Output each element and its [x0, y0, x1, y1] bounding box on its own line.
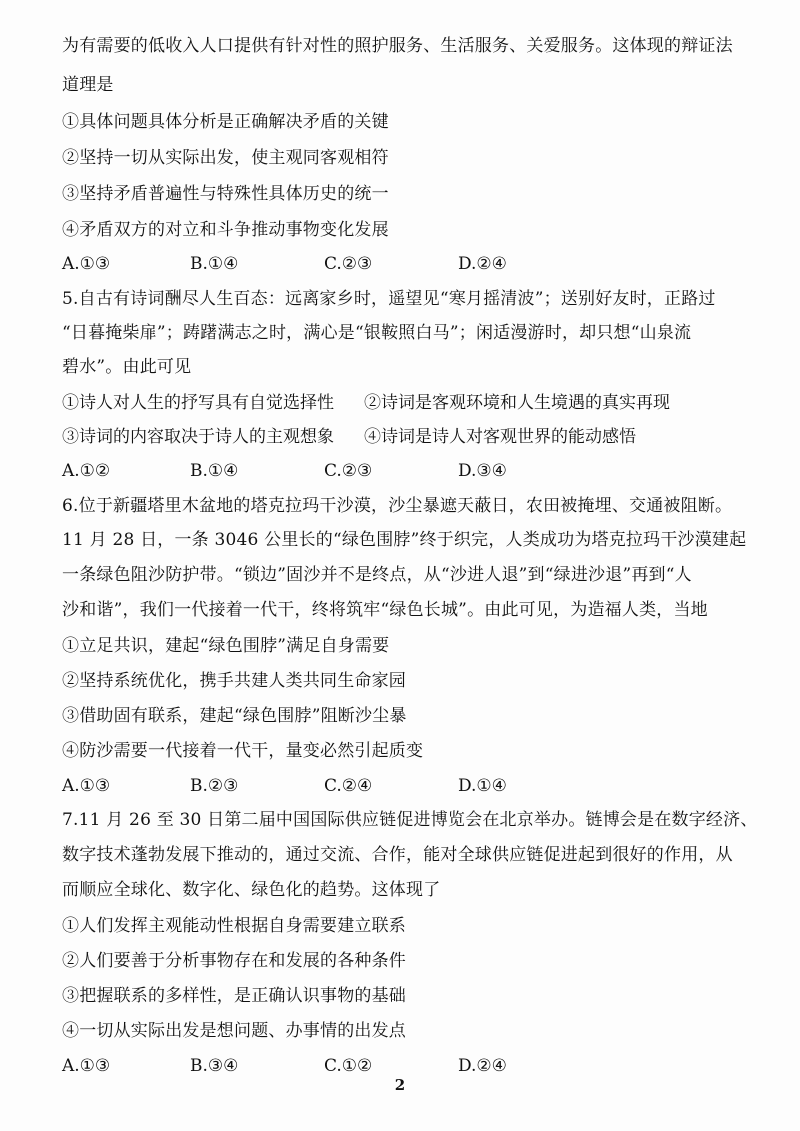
q5-option-c: C.②③ — [324, 461, 373, 481]
q5-stem-line-2: “日暮掩柴扉”；踌躇满志之时，满心是“银鞍照白马”；闲适漫游时，却只想“山泉流 — [62, 323, 692, 343]
q6-options — [62, 774, 662, 798]
q7-options — [62, 1054, 662, 1078]
q5-option-b: B.①④ — [190, 461, 239, 481]
q7-stem-line-1: 7.11 月 26 至 30 日第二届中国国际供应链促进博览会在北京举办。链博会是在数字经济、 — [62, 810, 758, 830]
q6-option-b: B.②③ — [190, 776, 239, 796]
q4-option-d: D.②④ — [458, 254, 507, 274]
q5-options — [62, 459, 662, 483]
q6-choice-4: ④防沙需要一代接着一代干，量变必然引起质变 — [62, 741, 424, 761]
q6-option-d: D.①④ — [458, 776, 507, 796]
q7-choice-1: ①人们发挥主观能动性根据自身需要建立联系 — [62, 916, 406, 936]
q7-choice-2: ②人们要善于分析事物存在和发展的各种条件 — [62, 951, 406, 971]
q5-stem-line-1: 5.自古有诗词酬尽人生百态：远离家乡时，遥望见“寒月摇清波”；送别好友时，正路过 — [62, 289, 716, 309]
q5-choice-3: ③诗词的内容取决于诗人的主观想象 — [62, 427, 334, 447]
q6-stem-line-4: 沙和谐”，我们一代接着一代干，终将筑牢“绿色长城”。由此可见，为造福人类，当地 — [62, 600, 708, 620]
q5-choice-1: ①诗人对人生的抒写具有自觉选择性 — [62, 393, 334, 413]
q4-option-a: A.①③ — [62, 254, 111, 274]
q4-option-c: C.②③ — [324, 254, 373, 274]
q7-choice-3: ③把握联系的多样性，是正确认识事物的基础 — [62, 986, 406, 1006]
q6-choice-1: ①立足共识，建起“绿色围脖”满足自身需要 — [62, 636, 390, 656]
q6-choice-3: ③借助固有联系，建起“绿色围脖”阻断沙尘暴 — [62, 706, 407, 726]
q4-options — [62, 252, 662, 276]
q7-option-b: B.③④ — [190, 1056, 239, 1076]
q5-stem-line-3: 碧水”。由此可见 — [62, 357, 192, 377]
q7-option-d: D.②④ — [458, 1056, 507, 1076]
q5-option-d: D.③④ — [458, 461, 507, 481]
q6-stem-line-1: 6.位于新疆塔里木盆地的塔克拉玛干沙漠，沙尘暴遮天蔽日，农田被掩埋、交通被阻断。 — [62, 496, 733, 516]
q6-option-a: A.①③ — [62, 776, 111, 796]
q5-choice-row-2 — [62, 425, 752, 449]
q7-stem-line-3: 而顺应全球化、数字化、绿色化的趋势。这体现了 — [62, 880, 441, 900]
q6-option-c: C.②④ — [324, 776, 373, 796]
q4-option-b: B.①④ — [190, 254, 239, 274]
q6-stem-line-3: 一条绿色阻沙防护带。“锁边”固沙并不是终点，从“沙进人退”到“绿进沙退”再到“人 — [62, 565, 692, 585]
q4-stem-line-1: 为有需要的低收入人口提供有针对性的照护服务、生活服务、关爱服务。这体现的辩证法 — [62, 36, 733, 56]
q7-choice-4: ④一切从实际出发是想问题、办事情的出发点 — [62, 1021, 406, 1041]
q7-stem-line-2: 数字技术蓬勃发展下推动的，通过交流、合作，能对全球供应链促进起到很好的作用，从 — [62, 845, 733, 865]
q4-choice-1: ①具体问题具体分析是正确解决矛盾的关键 — [62, 112, 389, 132]
q4-stem-line-2: 道理是 — [62, 75, 114, 95]
q5-choice-2: ②诗词是客观环境和人生境遇的真实再现 — [364, 393, 670, 413]
q5-choice-4: ④诗词是诗人对客观世界的能动感悟 — [364, 427, 636, 447]
page-number: 2 — [394, 1076, 406, 1094]
q7-option-a: A.①③ — [62, 1056, 111, 1076]
q6-stem-line-2: 11 月 28 日，一条 3046 公里长的“绿色围脖”终于织完，人类成功为塔克拉玛干沙漠建起 — [62, 530, 747, 550]
q4-choice-2: ②坚持一切从实际出发，使主观同客观相符 — [62, 148, 389, 168]
q7-option-c: C.①② — [324, 1056, 373, 1076]
q6-choice-2: ②坚持系统优化，携手共建人类共同生命家园 — [62, 671, 406, 691]
q5-choice-row-1 — [62, 391, 752, 415]
q5-option-a: A.①② — [62, 461, 111, 481]
q4-choice-4: ④矛盾双方的对立和斗争推动事物变化发展 — [62, 220, 389, 240]
q4-choice-3: ③坚持矛盾普遍性与特殊性具体历史的统一 — [62, 184, 389, 204]
